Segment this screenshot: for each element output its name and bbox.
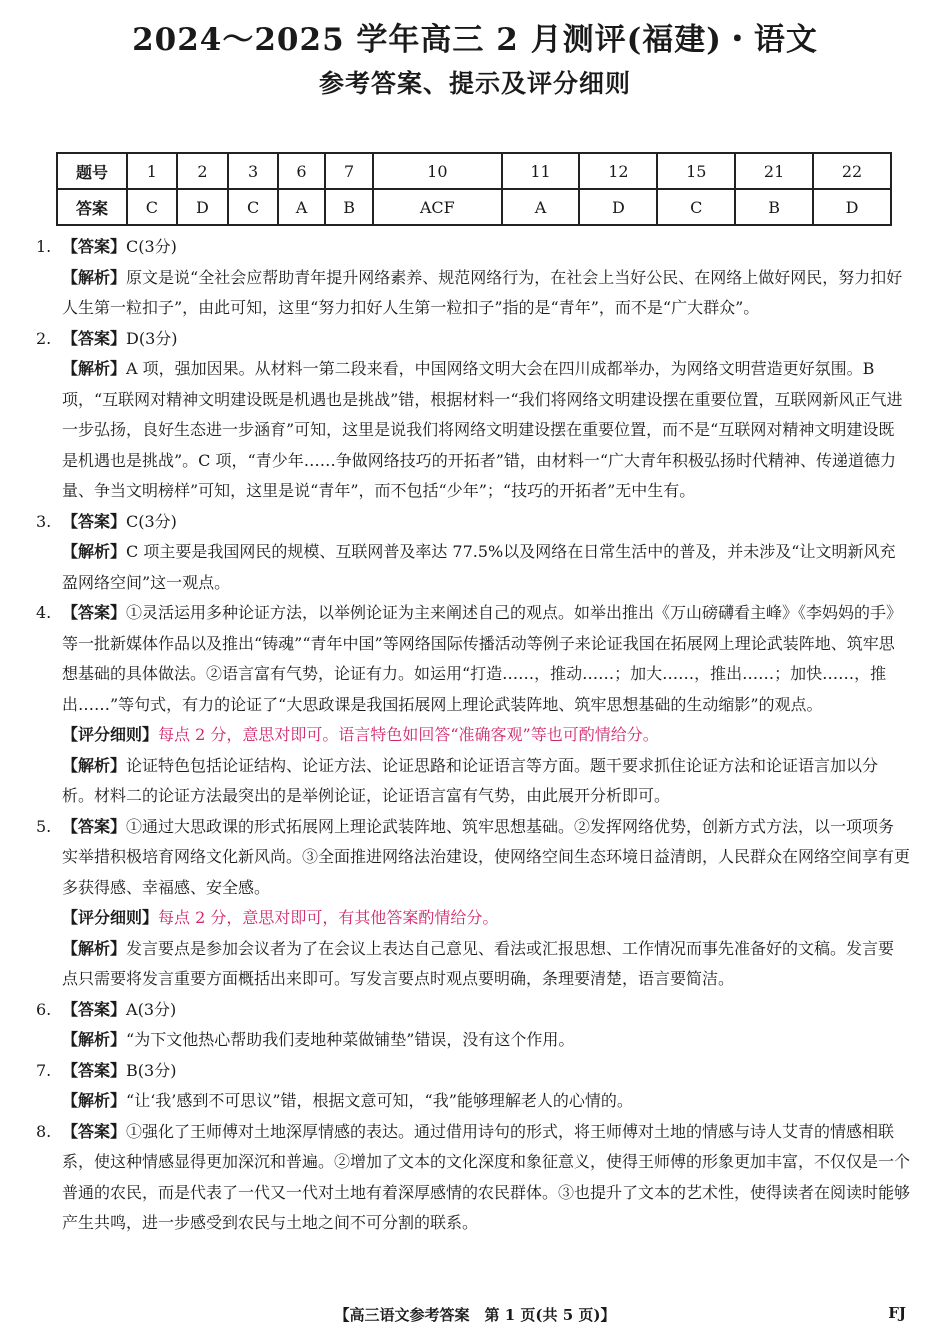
scoring-rule-block xyxy=(62,903,910,934)
explanation-tag: 【解析】 xyxy=(62,359,127,378)
answer-text: ①强化了王师傅对土地深厚情感的表达。通过借用诗句的形式，将王师傅对土地的情感与诗人艾青的情感相联系，使这种情感显得更加深沉和普遍。②增加了文本的文化深度和象征意义，使得王师傅的形象更加丰富，不仅仅是一个普通的农民，而是代表了一代又一代对土地有着深厚感情的农民群体。③也提升了文本的艺术性，使得读者在阅读时能够产生共鸣，进一步感受到农民与土地之间不可分割的联系。 xyxy=(62,1121,911,1232)
answer-tag: 【答案】 xyxy=(62,237,127,256)
answer-cell: A xyxy=(278,189,325,225)
explanation-text: “让‘我’感到不可思议”错，根据文意可知，“我”能够理解老人的心情的。 xyxy=(126,1091,633,1110)
question-number-cell: 3 xyxy=(228,153,278,189)
question-number: 4. xyxy=(36,603,52,622)
answer-table xyxy=(56,152,892,226)
explanation-tag: 【解析】 xyxy=(62,1091,127,1110)
question-number-cell: 7 xyxy=(325,153,373,189)
answer-line xyxy=(36,812,911,904)
answer-cell: B xyxy=(735,189,813,225)
explanation-text: C 项主要是我国网民的规模、互联网普及率达 77.5%以及网络在日常生活中的普及，并未涉及“让文明新风充盈网络空间”这一观点。 xyxy=(62,542,896,592)
question-number: 2. xyxy=(36,328,52,348)
answer-line xyxy=(36,1117,911,1239)
answer-cell: A xyxy=(502,189,580,225)
question-item xyxy=(36,598,910,812)
page-subtitle: 参考答案、提示及评分细则 xyxy=(318,69,631,98)
scoring-rule-block xyxy=(62,720,910,751)
page-title: 2024～2025 学年高三 2 月测评(福建)・语文 xyxy=(132,22,818,58)
explanation-block xyxy=(62,537,910,598)
explanation-tag: 【解析】 xyxy=(62,755,127,775)
question-number-cell: 21 xyxy=(735,153,813,189)
question-item xyxy=(36,812,910,995)
scoring-rule-tag: 【评分细则】 xyxy=(62,725,159,744)
question-number: 1. xyxy=(36,237,52,256)
scoring-rule-text: 每点 2 分，意思对即可。语言特色如回答“准确客观”等也可酌情给分。 xyxy=(158,725,659,744)
answer-text: C(3分) xyxy=(126,511,177,531)
explanation-tag: 【解析】 xyxy=(62,542,127,561)
question-number: 3. xyxy=(36,511,52,531)
answer-tag: 【答案】 xyxy=(62,1060,127,1080)
answer-header: 答案 xyxy=(57,189,127,225)
answer-cell: ACF xyxy=(373,189,502,225)
answer-text: C(3分) xyxy=(126,237,177,256)
answer-line xyxy=(36,324,910,355)
question-number-cell: 1 xyxy=(127,153,177,189)
question-number-cell: 6 xyxy=(278,153,325,189)
answer-line xyxy=(36,995,910,1026)
answer-cell: D xyxy=(813,189,891,225)
answer-text: A(3分) xyxy=(126,999,177,1019)
explanation-tag: 【解析】 xyxy=(62,1030,127,1049)
question-item xyxy=(36,324,910,507)
page-footer: 【高三语文参考答案 第 1 页(共 5 页)】 xyxy=(334,1306,616,1324)
question-number: 7. xyxy=(36,1060,52,1080)
answer-tag: 【答案】 xyxy=(62,816,127,836)
answer-tag: 【答案】 xyxy=(62,999,127,1019)
scoring-rule-text: 每点 2 分，意思对即可，有其他答案酌情给分。 xyxy=(158,908,499,927)
answer-text: B(3分) xyxy=(126,1060,177,1080)
explanation-block xyxy=(62,934,910,995)
region-code: FJ xyxy=(888,1304,906,1322)
answer-explanations xyxy=(36,232,910,1239)
explanation-text: 论证特色包括论证结构、论证方法、论证思路和论证语言等方面。题干要求抓住论证方法和论证语言加以分析。材料二的论证方法最突出的是举例论证，论证语言富有气势，由此展开分析即可。 xyxy=(62,755,879,805)
answer-text: ①灵活运用多种论证方法，以举例论证为主来阐述自己的观点。如举出推出《万山磅礴看主峰》《李妈妈的手》等一批新媒体作品以及推出“铸魂”“青年中国”等网络国际传播活动等例子来论证我国在拓展网上理论武装阵地、筑牢思想基础的具体做法。②语言富有气势，论证有力。如运用“打造……，推动……；加大……，推出……；加快……，推出……”等句式，有力的论证了“大思政课是我国拓展网上理论武装阵地、筑牢思想基础的生动缩影”的观点。 xyxy=(62,603,903,714)
question-number-cell: 15 xyxy=(657,153,735,189)
explanation-block xyxy=(62,1025,910,1056)
question-item xyxy=(36,1117,910,1239)
answer-tag: 【答案】 xyxy=(62,1121,127,1141)
answer-row xyxy=(57,189,891,225)
explanation-text: 发言要点是参加会议者为了在会议上表达自己意见、看法或汇报思想、工作情况而事先准备好的文稿。发言要点只需要将发言重要方面概括出来即可。写发言要点时观点要明确，条理要清楚，语言要简洁。 xyxy=(62,938,895,988)
answer-tag: 【答案】 xyxy=(62,328,127,348)
explanation-block xyxy=(62,354,910,507)
question-item xyxy=(36,995,910,1056)
explanation-tag: 【解析】 xyxy=(62,267,127,287)
answer-line xyxy=(36,598,910,720)
answer-cell: B xyxy=(325,189,373,225)
question-number-cell: 22 xyxy=(813,153,891,189)
question-number: 8. xyxy=(36,1121,52,1141)
explanation-tag: 【解析】 xyxy=(62,938,127,958)
explanation-block xyxy=(62,263,910,324)
explanation-text: “为下文他热心帮助我们麦地种菜做铺垫”错误，没有这个作用。 xyxy=(126,1030,575,1049)
question-number-row xyxy=(57,153,891,189)
answer-line xyxy=(36,507,910,538)
answer-line xyxy=(36,232,910,263)
question-number-header: 题号 xyxy=(57,153,127,189)
scoring-rule-tag: 【评分细则】 xyxy=(62,908,159,927)
explanation-block xyxy=(62,751,910,812)
answer-tag: 【答案】 xyxy=(62,603,127,622)
question-number: 5. xyxy=(36,816,52,836)
question-number-cell: 10 xyxy=(373,153,502,189)
question-number-cell: 2 xyxy=(177,153,229,189)
question-number-cell: 12 xyxy=(579,153,657,189)
question-item xyxy=(36,1056,910,1117)
answer-tag: 【答案】 xyxy=(62,511,127,531)
answer-cell: C xyxy=(228,189,278,225)
answer-cell: C xyxy=(657,189,735,225)
answer-cell: D xyxy=(579,189,657,225)
question-number-cell: 11 xyxy=(502,153,580,189)
answer-text: ①通过大思政课的形式拓展网上理论武装阵地、筑牢思想基础。②发挥网络优势，创新方式方法，以一项项务实举措积极培育网络文化新风尚。③全面推进网络法治建设，使网络空间生态环境日益清朗，人民群众在网络空间享有更多获得感、幸福感、安全感。 xyxy=(62,816,911,897)
answer-text: D(3分) xyxy=(126,328,178,348)
explanation-text: 原文是说“全社会应帮助青年提升网络素养、规范网络行为，在社会上当好公民、在网络上做好网民，努力扣好人生第一粒扣子”，由此可知，这里“努力扣好人生第一粒扣子”指的是“青年”，而不是“广大群众”。 xyxy=(62,267,903,317)
explanation-text: A 项，强加因果。从材料一第二段来看，中国网络文明大会在四川成都举办，为网络文明营造更好氛围。B 项，“互联网对精神文明建设既是机遇也是挑战”错，根据材料一“我们将网络文明建设摆在重要位置，互联网新风正气进一步弘扬，良好生态进一步涵育”可知，这里是说我们将网络文明建设摆在重要位置，而不是“互联网对精神文明建设既是机遇也是挑战”。C 项，“青少年……争做网络技巧的开拓者”错，由材料一“广大青年积极弘扬时代精神、传递道德力量、争当文明榜样”可知，这里是说“青年”，而不包括“少年”；“技巧的开拓者”无中生有。 xyxy=(62,359,903,500)
question-item xyxy=(36,232,910,324)
question-number: 6. xyxy=(36,999,52,1019)
explanation-block xyxy=(62,1086,910,1117)
answer-cell: D xyxy=(177,189,229,225)
answer-line xyxy=(36,1056,910,1087)
question-item xyxy=(36,507,910,599)
answer-cell: C xyxy=(127,189,177,225)
